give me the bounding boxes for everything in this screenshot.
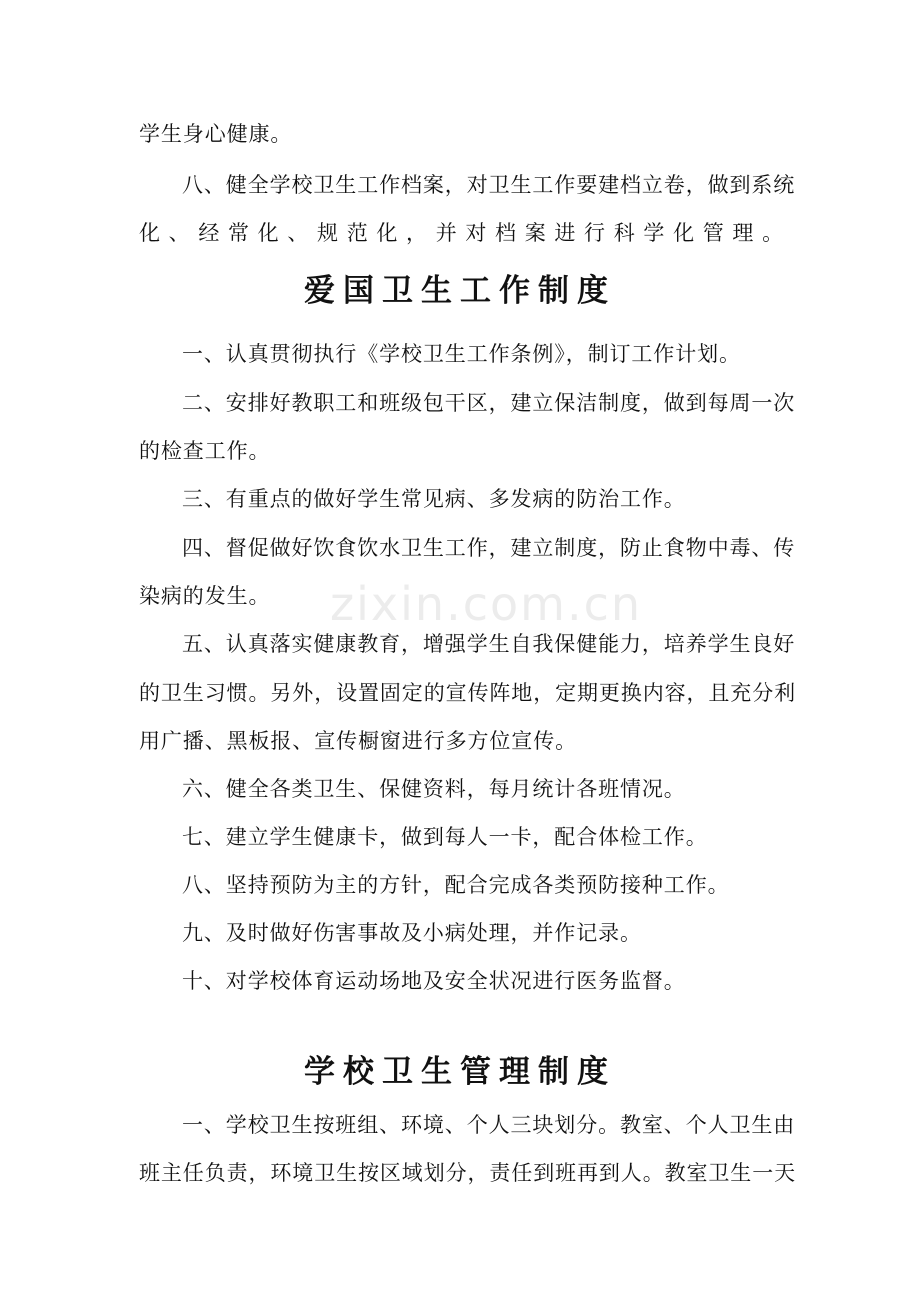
section1-line-1: 一、认真贯彻执行《学校卫生工作条例》，制订工作计划。 <box>182 342 741 366</box>
section1-line-7: 五、认真落实健康教育，增强学生自我保健能力，培养学生良好 <box>182 632 796 656</box>
section1-line-5: 四、督促做好饮食饮水卫生工作，建立制度，防止食物中毒、传 <box>182 536 796 560</box>
section1-line-4: 三、有重点的做好学生常见病、多发病的防治工作。 <box>182 487 686 511</box>
intro-item8-line2: 化、经常化、规范化，并对档案进行科学化管理。 <box>139 221 784 245</box>
section1-line-3: 的检查工作。 <box>139 439 271 463</box>
section1-line-8: 的卫生习惯。另外，设置固定的宣传阵地，定期更换内容，且充分利 <box>139 681 796 705</box>
watermark: zixin.com.cn <box>330 577 643 631</box>
section1-line-10: 六、健全各类卫生、保健资料，每月统计各班情况。 <box>182 777 686 801</box>
intro-tail-line: 学生身心健康。 <box>139 122 293 146</box>
section1-line-14: 十、对学校体育运动场地及安全状况进行医务监督。 <box>182 969 686 993</box>
section1-line-6: 染病的发生。 <box>139 584 271 608</box>
section1-line-12: 八、坚持预防为主的方针，配合完成各类预防接种工作。 <box>182 873 730 897</box>
section1-line-9: 用广播、黑板报、宣传橱窗进行多方位宣传。 <box>139 729 577 753</box>
section2-title: 学校卫生管理制度 <box>304 1054 616 1090</box>
section1-line-11: 七、建立学生健康卡，做到每人一卡，配合体检工作。 <box>182 825 708 849</box>
section1-line-2: 二、安排好教职工和班级包干区，建立保洁制度，做到每周一次 <box>182 391 796 415</box>
section1-title: 爱国卫生工作制度 <box>304 273 616 309</box>
section1-line-13: 九、及时做好伤害事故及小病处理，并作记录。 <box>182 921 642 945</box>
intro-item8-line1: 八、健全学校卫生工作档案，对卫生工作要建档立卷，做到系统 <box>182 173 796 197</box>
section2-line-1: 一、学校卫生按班组、环境、个人三块划分。教室、个人卫生由 <box>182 1113 796 1137</box>
section2-line-2: 班主任负责，环境卫生按区域划分，责任到班再到人。教室卫生一天 <box>139 1161 796 1185</box>
